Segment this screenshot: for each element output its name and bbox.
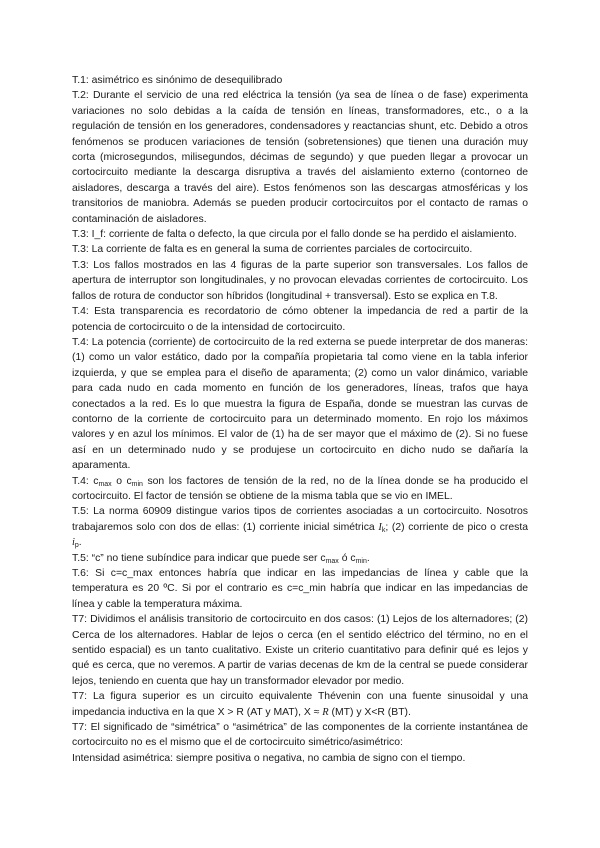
document-page bbox=[72, 73, 528, 766]
text-run: son los factores de tensión de la red, no de la línea donde se ha producido el cortocircuito. El factor de tensión se obtiene de la misma tabla que se vio en IMEL. bbox=[72, 475, 528, 502]
paragraph-t4-voltage-factors bbox=[72, 474, 528, 505]
paragraph-t3-faults: T.3: Los fallos mostrados en las 4 figuras de la parte superior son transversales. Los fallos de apertura de interruptor son longitudinales, y no provocan elevadas corrientes de cortocircuito. Los fallos de rotura de conductor son híbridos (longitudinal + transversal). Esto se explica en T.8. bbox=[72, 259, 528, 302]
text-run: ó c bbox=[338, 552, 356, 564]
paragraph-t6: T.6: Si c=c_max entonces habría que indicar en las impedancias de línea y cable que la temperatura es 20 ºC. Si por el contrario es c=c_min habría que indicar en las impedancias de línea y cable la temperatura máxima. bbox=[72, 568, 528, 610]
text-run: (MT) y X<R (BT). bbox=[328, 706, 411, 718]
paragraph-t4-power: T.4: La potencia (corriente) de cortocircuito de la red externa se puede interpretar de dos maneras: (1) como un valor estático, dado por la compañía propietaria tal como viene en la tabla inferior izquierda, y que se emplea para el diseño de aparamenta; (2) como un valor dinámico, variable para cada nudo en cada momento en función de los generadores, líneas, trafos que haya conectados a la red. Es lo que muestra la figura de España, donde se muestran las curvas de contorno de la corriente de cortocircuito para un determinado momento. En rojo los máximos valores y en azul los mínimos. El valor de (1) ha de ser mayor que el máximo de (2). Si no fuese así en un determinado nudo y se produjese un cortocircuito en dicho nudo se dañaría la aparamenta. bbox=[72, 336, 528, 472]
paragraph-t5-c bbox=[72, 551, 528, 566]
text-run: T.5: La norma 60909 distingue varios tipos de corrientes asociadas a un cortocircuito. Nosotros trabajaremos solo con dos de ellas: (1) corriente inicial simétrica bbox=[72, 506, 528, 533]
paragraph-t7-analysis: T7: Dividimos el análisis transitorio de cortocircuito en dos casos: (1) Lejos de los alternadores; (2) Cerca de los alternadores. Hablar de lejos o cerca (en el sentido eléctrico del término, no en el sentido espacial) es un tanto cualitativo. Existe un criterio cuantitativo para definir qué es lejos y qué es cerca, que no veremos. A partir de varias decenas de km de la central se puede considerar lejos, teniendo en cuenta que hay un transformador elevador por medio. bbox=[72, 614, 528, 687]
paragraph-asymmetric-current: Intensidad asimétrica: siempre positiva o negativa, no cambia de signo con el tiempo. bbox=[72, 752, 466, 764]
paragraph-t5-norm bbox=[72, 504, 528, 550]
paragraph-t3-fault-current: T.3: I_f: corriente de falta o defecto, la que circula por el fallo donde se ha perdido el aislamiento. bbox=[72, 229, 517, 241]
subscript-max: max bbox=[98, 480, 112, 488]
subscript-min: min bbox=[131, 480, 143, 488]
subscript-min: min bbox=[355, 557, 367, 565]
subscript-p: p bbox=[74, 542, 79, 550]
subscript-max: max bbox=[325, 557, 339, 565]
text-run: T7: La figura superior es un circuito equivalente Thévenin con una fuente sinusoidal y una impedancia inductiva en la que X > R (AT y MAT), X ≈ bbox=[72, 691, 528, 718]
paragraph-t4-impedance: T.4: Esta transparencia es recordatorio de cómo obtener la impedancia de red a partir de la potencia de cortocircuito o de la intensidad de cortocircuito. bbox=[72, 306, 528, 333]
paragraph-t2: T.2: Durante el servicio de una red eléctrica la tensión (ya sea de línea o de fase) experimenta variaciones no solo debidas a la caída de tensión en líneas, transformadores, etc., o a la regulación de tensión en los generadores, condensadores y reactancias shunt, etc. Debido a otros fenómenos se producen variaciones de tensión (sobretensiones) que tienen una duración muy corta (microsegundos, milisegundos, décimas de segundo) y que pueden llegar a provocar un cortocircuito mediante la descarga disruptiva a través del aislamiento externo (contorneo de aisladores, descarga a través del aire). Estos fenómenos son las descargas atmosféricas y los transitorios de maniobra. Además se pueden producir cortocircuitos por el contacto de ramas o contaminación de aisladores. bbox=[72, 90, 528, 225]
text-run: ; (2) corriente de pico o cresta bbox=[385, 521, 528, 533]
text-run: . bbox=[78, 537, 82, 549]
symbol-r: R bbox=[322, 706, 329, 718]
text-run: o c bbox=[111, 475, 132, 487]
paragraph-t7-thevenin bbox=[72, 689, 528, 720]
text-run: . bbox=[366, 552, 370, 564]
subscript-k: k bbox=[381, 526, 386, 534]
paragraph-t3-sum: T.3: La corriente de falta es en general la suma de corrientes parciales de cortocircuito. bbox=[72, 244, 473, 256]
symbol-ik: I bbox=[378, 521, 382, 533]
text-run: T.4: c bbox=[72, 475, 99, 487]
paragraph-t1: T.1: asimétrico es sinónimo de desequilibrado bbox=[72, 75, 283, 86]
paragraph-t7-symmetric: T7: El significado de “simétrica” o “asimétrica” de las componentes de la corriente instantánea de cortocircuito no es el mismo que el de cortocircuito simétrico/asimétrico: bbox=[72, 722, 528, 749]
text-run: T.5: “c” no tiene subíndice para indicar que puede ser c bbox=[72, 552, 326, 564]
symbol-ip: i bbox=[72, 537, 75, 549]
